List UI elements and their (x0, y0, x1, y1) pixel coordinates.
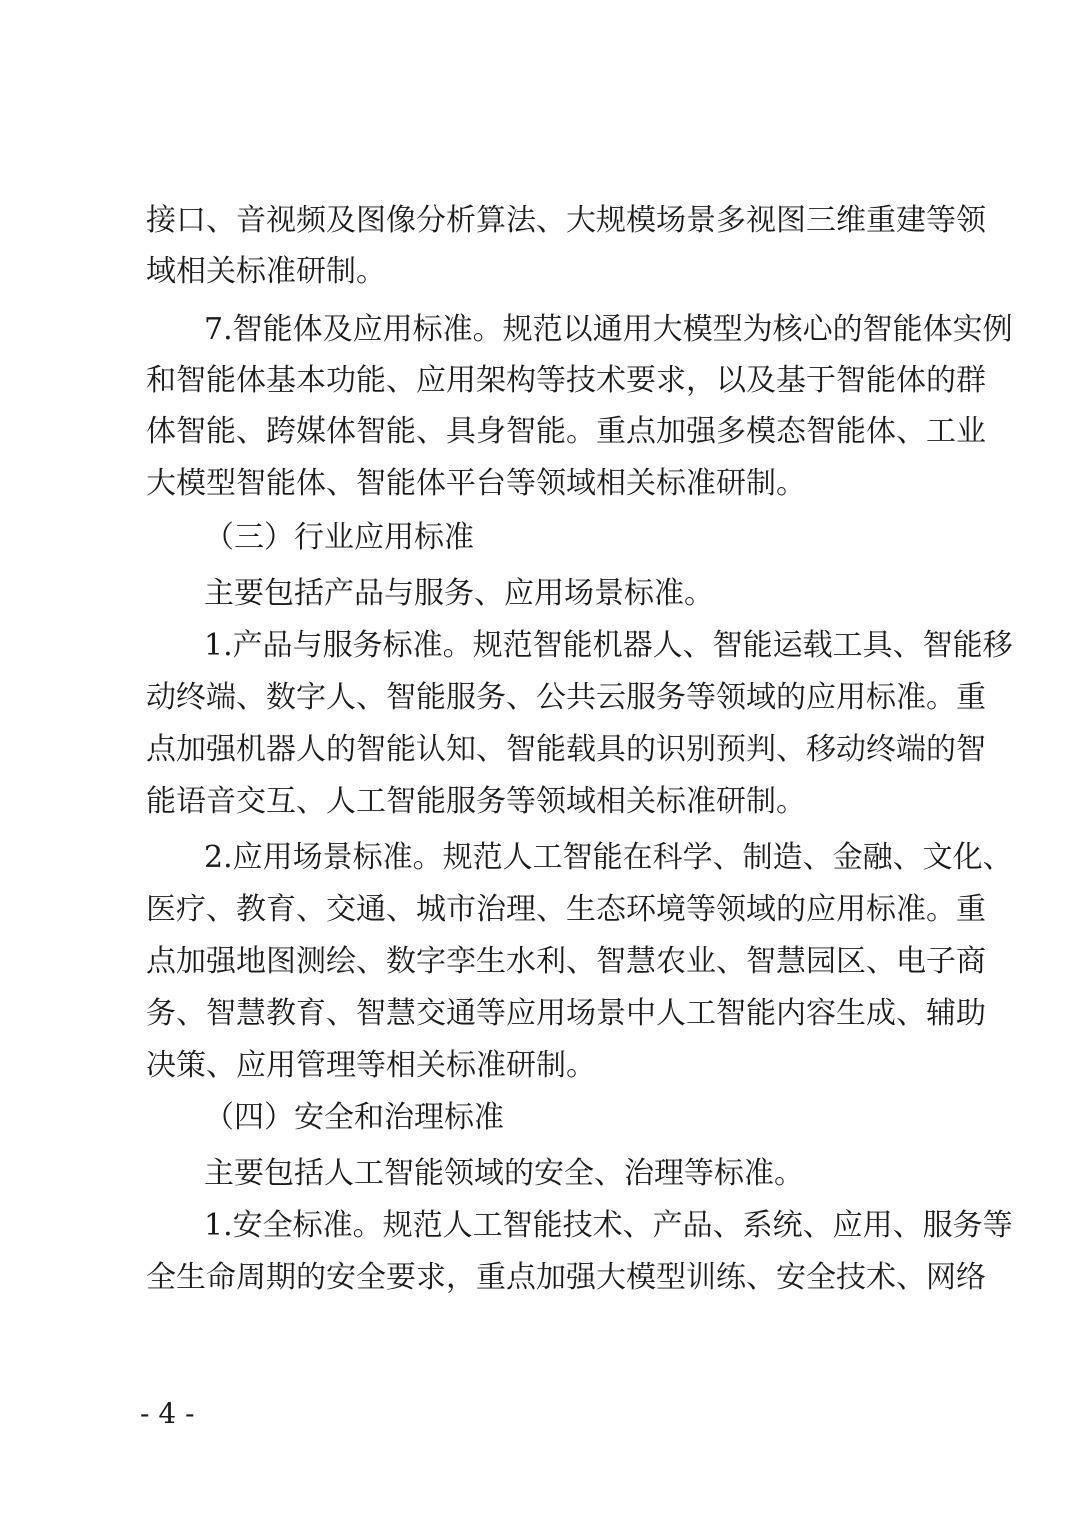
body-text-line: 动终端、数字人、智能服务、公共云服务等领域的应用标准。重 (146, 680, 986, 715)
page-number: - 4 - (140, 1397, 195, 1430)
body-text-line: 点加强地图测绘、数字孪生水利、智慧农业、智慧园区、电子商 (146, 944, 986, 979)
body-text-line: 大模型智能体、智能体平台等领域相关标准研制。 (146, 466, 806, 501)
body-text-line: 医疗、教育、交通、城市治理、生态环境等领域的应用标准。重 (146, 892, 986, 927)
body-text-line: 点加强机器人的智能认知、智能载具的识别预判、移动终端的智 (146, 732, 986, 767)
body-text-line: 体智能、跨媒体智能、具身智能。重点加强多模态智能体、工业 (146, 414, 986, 449)
section-paragraph-start: 7.智能体及应用标准。规范以通用大模型为核心的智能体实例 (204, 312, 1013, 347)
body-text-line: 和智能体基本功能、应用架构等技术要求，以及基于智能体的群 (146, 363, 986, 398)
body-text-line: 主要包括产品与服务、应用场景标准。 (204, 576, 714, 611)
section-paragraph-start: 1.安全标准。规范人工智能技术、产品、系统、应用、服务等 (204, 1208, 1013, 1243)
body-text-line: 全生命周期的安全要求，重点加强大模型训练、安全技术、网络 (146, 1260, 986, 1295)
body-text-line: 决策、应用管理等相关标准研制。 (146, 1048, 596, 1083)
section-paragraph-start: 1.产品与服务标准。规范智能机器人、智能运载工具、智能移 (204, 628, 1013, 663)
body-text-line: 接口、音视频及图像分析算法、大规模场景多视图三维重建等领 (146, 203, 986, 238)
section-paragraph-start: 2.应用场景标准。规范人工智能在科学、制造、金融、文化、 (204, 840, 1013, 875)
section-heading: （三）行业应用标准 (204, 520, 474, 555)
section-heading: （四）安全和治理标准 (204, 1100, 504, 1135)
body-text-line: 主要包括人工智能领域的安全、治理等标准。 (204, 1156, 804, 1191)
body-text-line: 域相关标准研制。 (146, 254, 386, 289)
body-text-line: 能语音交互、人工智能服务等领域相关标准研制。 (146, 784, 806, 819)
body-text-line: 务、智慧教育、智慧交通等应用场景中人工智能内容生成、辅助 (146, 996, 986, 1031)
